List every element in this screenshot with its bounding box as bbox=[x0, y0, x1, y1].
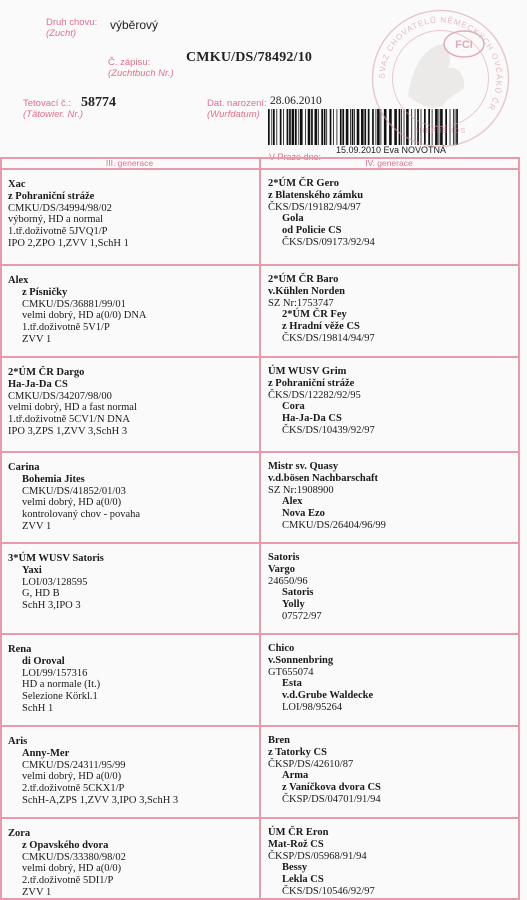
dog-detail-line: velmi dobrý, HD a(0/0) bbox=[22, 863, 122, 875]
dog-detail-line: ČKS/DS/09173/92/94 bbox=[282, 236, 375, 248]
registration-number: CMKU/DS/78492/10 bbox=[186, 50, 313, 65]
dog-detail-line: 1.tř.doživotně 5CV1/N DNA bbox=[8, 414, 130, 426]
dog-name-line: z Blatenského zámku bbox=[268, 189, 364, 201]
dog-detail-line: ČKS/DS/12282/92/95 bbox=[268, 389, 361, 401]
dog-detail-line: výborný, HD a normal bbox=[8, 214, 104, 226]
stamp-logo-text: FCI bbox=[455, 39, 473, 51]
dog-name-line: Ha-Ja-Da CS bbox=[282, 413, 342, 425]
row-divider bbox=[0, 451, 520, 453]
dog-detail-line: ZVV 1 bbox=[22, 333, 52, 345]
date-of-birth: 28.06.2010 bbox=[270, 95, 322, 107]
row-divider bbox=[0, 817, 520, 819]
dog-name-line: z Hradní věže CS bbox=[282, 321, 360, 333]
pedigree-cell-gen4-6 bbox=[268, 643, 373, 714]
dog-name-line: z Pohraniční stráže bbox=[8, 190, 95, 202]
dog-name-line: Rena bbox=[8, 644, 32, 655]
dog-name-line: Zora bbox=[8, 828, 31, 839]
dog-name-line: Bessy bbox=[282, 862, 308, 874]
pedigree-cell-gen3-5 bbox=[8, 553, 104, 612]
generation-iv-header: IV. generace bbox=[365, 158, 413, 168]
dog-name-line: Yaxi bbox=[22, 564, 42, 576]
place-date-value: 15.09.2010 Eva NOVOTNÁ bbox=[336, 145, 447, 155]
dog-name-line: Mistr sv. Quasy bbox=[268, 461, 339, 472]
dog-name-line: Alex bbox=[282, 496, 303, 508]
dog-detail-line: SZ Nr:1753747 bbox=[268, 297, 334, 309]
dog-name-line: Lekla CS bbox=[282, 874, 324, 886]
dog-name-line: Satoris bbox=[268, 552, 300, 563]
stamp-ring-text: SVAZ CHOVATELŮ NĚMECKÝCH OVČÁKŮ ČR bbox=[377, 15, 504, 113]
dog-detail-line: ZVV 1 bbox=[22, 520, 52, 532]
dog-name-line: 2*ÚM ČR Baro bbox=[268, 274, 339, 285]
dog-detail-line: SZ Nr:1908900 bbox=[268, 484, 334, 496]
pedigree-cell-gen4-1 bbox=[268, 178, 375, 249]
dog-name-line: z Písničky bbox=[22, 286, 68, 298]
dog-detail-line: Selezione Körkl.1 bbox=[22, 691, 98, 703]
dog-detail-line: SchH 3,IPO 3 bbox=[22, 600, 81, 612]
dog-name-line: v.d.bösen Nachbarschaft bbox=[268, 472, 378, 484]
dog-detail-line: CMKU/DS/26404/96/99 bbox=[282, 519, 386, 531]
dog-name-line: Nova Ezo bbox=[282, 508, 325, 520]
dog-detail-line: SchH 1 bbox=[22, 702, 54, 714]
dog-detail-line: ČKSP/DS/05968/91/94 bbox=[268, 850, 367, 862]
dog-detail-line: velmi dobrý, HD a(0/0) bbox=[22, 771, 122, 783]
dog-name-line: ÚM WUSV Grim bbox=[268, 366, 347, 377]
dog-name-line: z Opavského dvora bbox=[22, 839, 109, 851]
pedigree-cell-gen4-3 bbox=[268, 366, 375, 437]
dog-name-line: Esta bbox=[282, 678, 302, 690]
pedigree-cell-gen3-8 bbox=[8, 828, 126, 899]
row-divider bbox=[0, 542, 520, 544]
dog-detail-line: CMKU/DS/36881/99/01 bbox=[22, 298, 126, 310]
tattoo-label: Tetovací č.: (Tätowier. Nr.) bbox=[23, 98, 83, 120]
pedigree-cell-gen3-7 bbox=[8, 736, 178, 807]
row-divider bbox=[0, 264, 520, 266]
dog-detail-line: kontrolovaný chov - povaha bbox=[22, 509, 141, 521]
dog-name-line: di Oroval bbox=[22, 655, 65, 667]
dog-detail-line: velmi dobrý, HD a(0/0) bbox=[22, 497, 122, 509]
dog-detail-line: LOI/03/128595 bbox=[22, 576, 88, 588]
dog-detail-line: HD a normale (It.) bbox=[22, 679, 101, 691]
dog-detail-line: 24650/96 bbox=[268, 575, 308, 587]
dog-name-line: 2*ÚM ČR Fey bbox=[282, 309, 347, 321]
dog-detail-line: velmi dobrý, HD a fast normal bbox=[8, 402, 137, 414]
dog-name-line: Mat-Rož CS bbox=[268, 838, 324, 850]
pedigree-cell-gen4-5 bbox=[268, 552, 322, 623]
dog-name-line: v.Sonnenbring bbox=[268, 654, 334, 666]
dog-detail-line: CMKU/DS/33380/98/02 bbox=[22, 851, 126, 863]
breed-label: Druh chovu: (Zucht) bbox=[46, 17, 98, 39]
dog-name-line: z Tatorky CS bbox=[268, 746, 327, 758]
pedigree-cell-gen4-2 bbox=[268, 274, 375, 345]
dog-name-line: z Pohraniční stráže bbox=[268, 377, 355, 389]
dog-detail-line: LOI/98/95264 bbox=[282, 701, 343, 713]
pedigree-cell-gen3-6 bbox=[8, 644, 100, 715]
stamp-bottom-text: SHEPHERDS bbox=[413, 128, 467, 135]
pedigree-cell-gen3-3 bbox=[8, 367, 137, 438]
dog-name-line: Gola bbox=[282, 213, 304, 225]
dog-detail-line: velmi dobrý, HD a(0/0) DNA bbox=[22, 310, 147, 322]
dog-name-line: Aris bbox=[8, 736, 28, 747]
dog-name-line: Arma bbox=[282, 770, 309, 782]
pedigree-cell-gen3-1 bbox=[8, 179, 129, 250]
generation-iii-header: III. generace bbox=[105, 158, 154, 168]
dog-detail-line: LOI/99/157316 bbox=[22, 667, 88, 679]
dog-detail-line: CMKU/DS/41852/01/03 bbox=[22, 485, 126, 497]
row-divider bbox=[0, 725, 520, 727]
pedigree-cell-gen4-7 bbox=[268, 735, 381, 806]
breed-value: výběrový bbox=[110, 18, 159, 32]
pedigree-grid bbox=[0, 157, 520, 900]
dog-detail-line: CMKU/DS/34207/98/00 bbox=[8, 390, 112, 402]
pedigree-cell-gen3-4 bbox=[8, 462, 140, 533]
pedigree-cell-gen4-4 bbox=[268, 461, 386, 532]
dog-detail-line: ČKS/DS/19182/94/97 bbox=[268, 201, 361, 213]
dog-name-line: 2*ÚM ČR Gero bbox=[268, 178, 339, 189]
dog-name-line: ÚM ČR Eron bbox=[268, 827, 329, 838]
row-divider bbox=[0, 633, 520, 635]
dog-detail-line: 1.tř.doživotně 5JVQ1/P bbox=[8, 226, 108, 238]
dog-name-line: Vargo bbox=[268, 563, 296, 575]
dog-detail-line: 2.tř.doživotně 5CKX1/P bbox=[22, 783, 125, 795]
dog-detail-line: 1.tř.doživotně 5V1/P bbox=[22, 322, 110, 334]
dog-detail-line: CMKU/DS/34994/98/02 bbox=[8, 202, 112, 214]
dog-name-line: Satoris bbox=[282, 587, 314, 599]
dog-detail-line: G, HD B bbox=[22, 588, 60, 600]
dog-name-line: od Policie CS bbox=[282, 225, 342, 237]
dog-name-line: Chico bbox=[268, 643, 295, 654]
dog-name-line: 3*ÚM WUSV Satoris bbox=[8, 553, 104, 564]
dog-detail-line: SchH-A,ZPS 1,ZVV 3,IPO 3,SchH 3 bbox=[22, 794, 179, 806]
reg-label: Č. zápisu: (Zuchtbuch Nr.) bbox=[108, 57, 174, 79]
dog-detail-line: IPO 2,ZPO 1,ZVV 1,SchH 1 bbox=[8, 237, 129, 249]
dog-name-line: Bren bbox=[268, 735, 290, 746]
dog-name-line: z Vaníčkova dvora CS bbox=[282, 782, 381, 794]
dog-name-line: Xac bbox=[8, 179, 26, 190]
dog-name-line: Alex bbox=[8, 275, 29, 286]
pedigree-cell-gen3-2 bbox=[8, 275, 147, 346]
dog-name-line: Anny-Mer bbox=[22, 747, 70, 759]
row-divider bbox=[0, 356, 520, 358]
dog-detail-line: IPO 3,ZPS 1,ZVV 3,SchH 3 bbox=[8, 425, 128, 437]
dog-detail-line: 07572/97 bbox=[282, 610, 322, 622]
dog-detail-line: ČKSP/DS/04701/91/94 bbox=[282, 793, 381, 805]
dog-name-line: Ha-Ja-Da CS bbox=[8, 378, 68, 390]
dog-name-line: v.d.Grube Waldecke bbox=[282, 690, 374, 702]
dob-label: Dat. narození: (Wurfdatum) bbox=[207, 98, 267, 120]
dog-detail-line: 2.tř.doživotně 5DI1/P bbox=[22, 875, 114, 887]
dog-detail-line: ZVV 1 bbox=[22, 886, 52, 898]
dog-name-line: v.Kühlen Norden bbox=[268, 285, 346, 297]
dog-detail-line: ČKS/DS/10439/92/97 bbox=[282, 424, 375, 436]
dog-name-line: Cora bbox=[282, 401, 305, 413]
dog-detail-line: GT655074 bbox=[268, 666, 314, 678]
dog-detail-line: ČKSP/DS/42610/87 bbox=[268, 758, 354, 770]
dog-name-line: Carina bbox=[8, 462, 40, 473]
club-stamp-logo bbox=[368, 6, 513, 151]
dog-name-line: 2*ÚM ČR Dargo bbox=[8, 367, 85, 378]
pedigree-cell-gen4-8 bbox=[268, 827, 375, 898]
dog-detail-line: ČKS/DS/19814/94/97 bbox=[282, 332, 375, 344]
tattoo-number: 58774 bbox=[81, 95, 116, 110]
dog-detail-line: CMKU/DS/24311/95/99 bbox=[22, 759, 126, 771]
dog-name-line: Bohemia Jites bbox=[22, 473, 85, 485]
dog-detail-line: ČKS/DS/10546/92/97 bbox=[282, 885, 375, 897]
dog-name-line: Yolly bbox=[282, 599, 305, 611]
